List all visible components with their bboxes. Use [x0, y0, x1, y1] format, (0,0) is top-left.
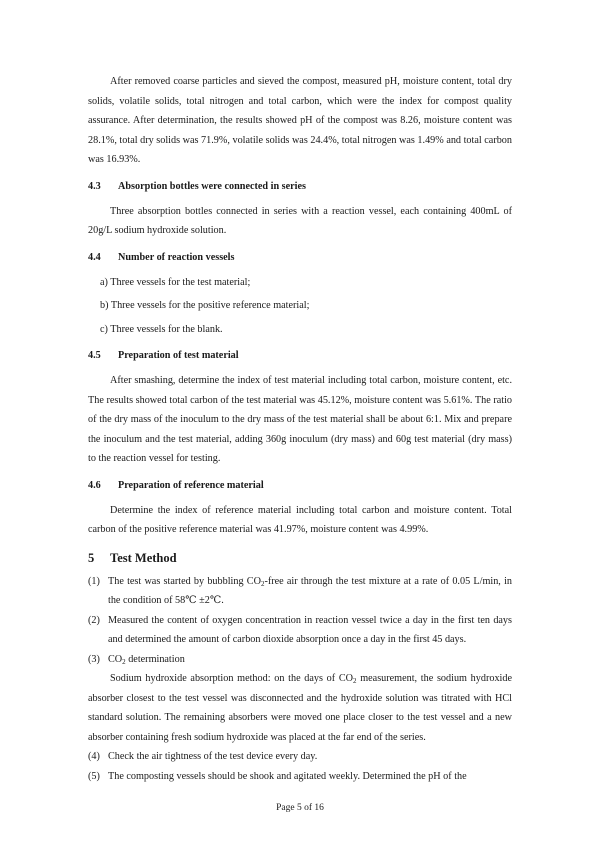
section-4-3-text: Three absorption bottles connected in series with a reaction vessel, each containing 400mL of 20g/L sodium hydroxide solution.: [88, 205, 512, 236]
section-title: Preparation of test material: [118, 350, 239, 361]
section-number: 4.3: [88, 180, 101, 192]
section-5-heading: [88, 550, 512, 566]
section-title: Absorption bottles were connected in series: [118, 180, 306, 192]
method-item-2: (2) Measured the content of oxygen concentration in reaction vessel twice a day in the first ten days and determined the amount of carbon dioxide absorption once a day in the first 45 days.: [88, 614, 512, 645]
method-item-4: (4) Check the air tightness of the test device every day.: [88, 751, 318, 762]
method-item-5: (5) The composting vessels should be shook and agitated weekly. Determined the pH of the: [88, 770, 467, 782]
section-title: Number of reaction vessels: [118, 251, 235, 263]
section-number: 4.6: [88, 479, 101, 491]
list-item: c) Three vessels for the blank.: [100, 323, 223, 335]
section-title: Test Method: [110, 550, 177, 565]
page-footer: Page 5 of 16: [276, 803, 324, 813]
section-title: Preparation of reference material: [118, 479, 264, 491]
list-item: b) Three vessels for the positive reference material;: [100, 300, 310, 311]
section-number: 4.5: [88, 350, 101, 361]
intro-paragraph: After removed coarse particles and sieved the compost, measured pH, moisture content, total dry solids, volatile solids, total nitrogen and total carbon, which were the index for compost quality assurance. After determination, the results showed pH of the compost was 8.26, moisture content was 28.1%, total dry solids was 71.9%, volatile solids was 24.4%, total nitrogen was 1.49% and total carbon was 16.93%.: [88, 76, 512, 165]
list-item: a) Three vessels for the test material;: [100, 276, 251, 288]
section-4-5-text: After smashing, determine the index of test material including total carbon, moisture content, etc. The results showed total carbon of the test material was 45.12%, moisture content was 5.61%. The ratio of the dry mass of the inoculum to the dry mass of the test material shall be about 6:1. Mix and prepare the inoculum and the test material, adding 360g inoculum (dry mass) and 60g test material (dry mass) to the reaction vessel for testing.: [88, 375, 512, 464]
method-item-3-text: Sodium hydroxide absorption method: on the days of $CO_2$ measurement, the sodium hydroxide absorber closest to the test vessel was disconnected and the hydroxide solution was titrated with HCl standard solution. The remaining absorbers were moved one place closer to the test vessel and a new absorber containing fresh sodium hydroxide was placed at the far end of the series.: [88, 673, 512, 743]
section-number: 5: [88, 550, 95, 565]
section-4-6-heading: [88, 479, 512, 493]
section-4-4-heading: [88, 251, 512, 265]
section-number: 4.4: [88, 251, 101, 263]
method-item-3: (3) $CO_2$ determination: [88, 653, 185, 666]
section-4-6-text: Determine the index of reference material including total carbon and moisture content. Total carbon of the positive reference material was 41.97%, moisture content was 4.99%.: [88, 504, 512, 535]
section-4-5-heading: [88, 349, 512, 363]
method-item-1: (1) The test was started by bubbling $CO_2$-free air through the test mixture at a rate of 0.05 L/min, in the condition of 58℃ ±2℃.: [88, 575, 513, 606]
section-4-3-heading: [88, 180, 512, 194]
